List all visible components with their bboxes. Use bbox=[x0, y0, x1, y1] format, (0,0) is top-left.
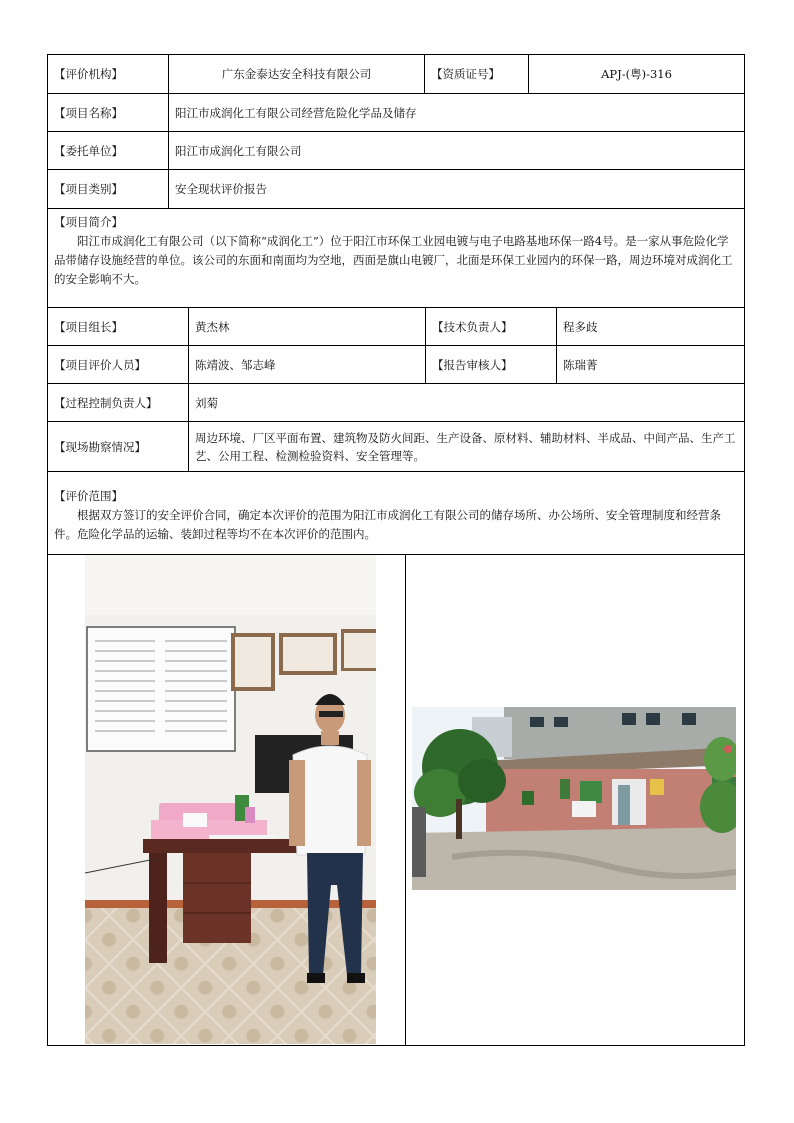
row-site-survey bbox=[48, 422, 744, 472]
evaluation-scope bbox=[48, 472, 744, 555]
site-label: 【现场勘察情况】 bbox=[54, 439, 146, 454]
client-label: 【委托单位】 bbox=[54, 143, 123, 158]
evaluators-label: 【项目评价人员】 bbox=[54, 357, 146, 372]
leader-value: 黄杰林 bbox=[188, 308, 425, 345]
row-leader bbox=[48, 308, 744, 346]
scope-text: 根据双方签订的安全评价合同，确定本次评价的范围为阳江市成润化工有限公司的储存场所、办公场所、安全管理制度和经营条件。危险化学品的运输、装卸过程等均不在本次评价的范围内。 bbox=[54, 508, 721, 541]
row-project-name bbox=[48, 94, 744, 132]
category-label: 【项目类别】 bbox=[54, 182, 123, 196]
project-name-value: 阳江市成润化工有限公司经营危险化学品及储存 bbox=[168, 94, 744, 131]
site-value: 周边环境、厂区平面布置、建筑物及防火间距、生产设备、原材料、辅助材料、半成品、中间产品、生产工艺、公用工程、检测检验资料、安全管理等。 bbox=[188, 422, 744, 471]
org-value: 广东金泰达安全科技有限公司 bbox=[168, 55, 424, 93]
scope-label: 【评价范围】 bbox=[54, 489, 123, 503]
photo-divider bbox=[405, 555, 406, 1045]
cert-label: 【资质证号】 bbox=[424, 55, 528, 93]
intro-text: 阳江市成润化工有限公司（以下简称“成润化工”）位于阳江市环保工业园电镀与电子电路基地环保一路4号。是一家从事危险化学品带储存设施经营的单位。该公司的东面和南面均为空地，西面是旗山电镀厂，北面是环保工业园内的环保一路，周边环境对成润化工的安全影响不大。 bbox=[54, 234, 733, 286]
row-process-control bbox=[48, 384, 744, 422]
evaluation-info-table bbox=[47, 54, 745, 1046]
tech-value: 程多歧 bbox=[556, 308, 744, 345]
row-client bbox=[48, 132, 744, 170]
row-evaluators bbox=[48, 346, 744, 384]
reviewer-value: 陈瑞菁 bbox=[556, 346, 744, 383]
process-value: 刘菊 bbox=[188, 384, 744, 421]
intro-label: 【项目简介】 bbox=[54, 215, 123, 229]
org-label: 【评价机构】 bbox=[54, 67, 123, 81]
client-value: 阳江市成润化工有限公司 bbox=[168, 132, 744, 169]
evaluators-value: 陈靖波、邹志峰 bbox=[188, 346, 425, 383]
office-photo bbox=[85, 555, 376, 1044]
category-value: 安全现状评价报告 bbox=[168, 170, 744, 208]
row-category bbox=[48, 170, 744, 209]
cert-value: APJ-(粤)-316 bbox=[528, 55, 744, 93]
row-organization bbox=[48, 55, 744, 94]
process-label: 【过程控制负责人】 bbox=[54, 395, 158, 410]
tech-label: 【技术负责人】 bbox=[425, 308, 556, 345]
project-intro bbox=[48, 209, 744, 308]
site-building-photo bbox=[412, 707, 736, 890]
reviewer-label: 【报告审核人】 bbox=[425, 346, 556, 383]
project-name-label: 【项目名称】 bbox=[54, 105, 123, 120]
leader-label: 【项目组长】 bbox=[54, 319, 123, 334]
photo-section bbox=[48, 555, 744, 1045]
